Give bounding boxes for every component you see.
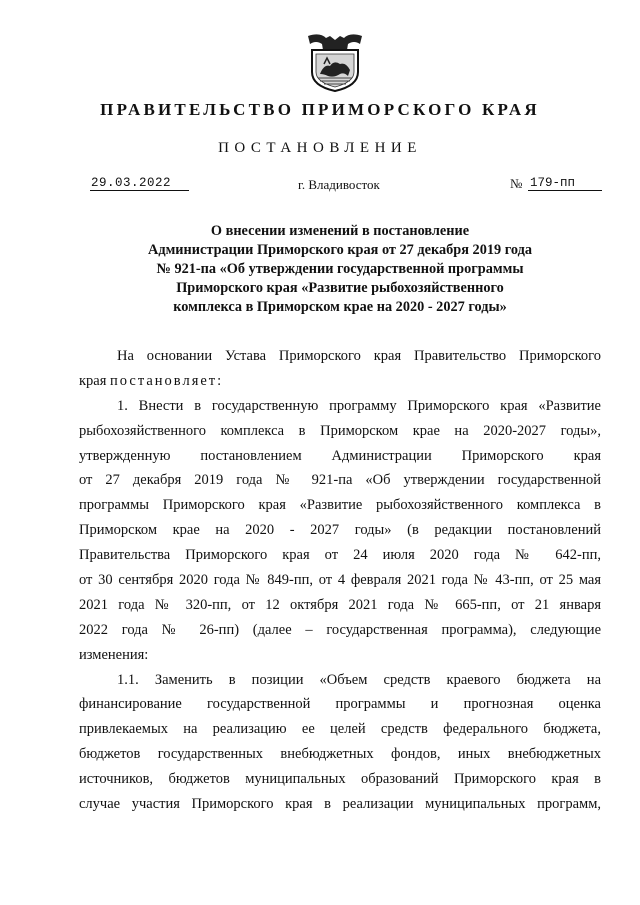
body-line: Правительства Приморского края от 24 июля 2020 года № 642-пп,	[79, 547, 601, 564]
body-line: от 27 декабря 2019 года № 921-па «Об утверждении государственной	[79, 472, 601, 489]
body-line: 1.1. Заменить в позиции «Объем средств краевого бюджета на	[117, 671, 601, 688]
body-line: 2021 года № 320-пп, от 12 октября 2021 года № 665-пп, от 21 января	[79, 596, 601, 613]
body-line: изменения:	[79, 646, 149, 663]
body-line: случае участия Приморского края в реализации муниципальных программ,	[79, 796, 601, 813]
body-line: 1. Внести в государственную программу Приморского края «Развитие	[117, 397, 601, 414]
body-line: рыбохозяйственного комплекса в Приморском крае на 2020-2027 годы»,	[79, 422, 601, 439]
government-title: ПРАВИТЕЛЬСТВО ПРИМОРСКОГО КРАЯ	[100, 100, 540, 119]
document-meta	[0, 176, 640, 196]
body-line: Приморском крае на 2020 - 2027 годы» (в редакции постановлений	[79, 522, 601, 539]
subject-line: Приморского края «Развитие рыбохозяйственного	[176, 280, 504, 296]
subject-line: комплекса в Приморском крае на 2020 - 2027 годы»	[173, 299, 507, 315]
resolution-word: постановляет:	[110, 372, 224, 389]
body-line: На основании Устава Приморского края Правительство Приморского	[117, 348, 601, 364]
body-line: бюджетов государственных внебюджетных фондов, иных внебюджетных	[79, 746, 601, 763]
body-line: привлекаемых на реализацию ее целей средств федерального бюджета,	[79, 721, 601, 738]
subject-line: № 921-па «Об утверждении государственной программы	[156, 261, 524, 277]
document-number: 179-пп	[528, 176, 602, 191]
body-line: финансирование государственной программы и прогнозная оценка	[79, 696, 601, 713]
document-type: ПОСТАНОВЛЕНИЕ	[218, 140, 422, 156]
document-body	[79, 344, 601, 817]
document-subject	[80, 222, 600, 317]
document-date: 29.03.2022	[90, 176, 189, 191]
body-line: программы Приморского края «Развитие рыбохозяйственного комплекса в	[79, 497, 601, 514]
subject-line: О внесении изменений в постановление	[210, 223, 470, 239]
document-number-label: №	[510, 176, 523, 191]
subject-line: Администрации Приморского края от 27 декабря 2019 года	[148, 242, 532, 258]
body-line: источников, бюджетов муниципальных образований Приморского края в	[79, 771, 601, 788]
body-line: утвержденную постановлением Администрации Приморского края	[79, 447, 601, 464]
coat-of-arms-icon	[300, 30, 370, 92]
body-text: края	[79, 372, 111, 389]
document-city: г. Владивосток	[298, 177, 380, 192]
body-line: 2022 года № 26-пп) (далее – государственная программа), следующие	[79, 621, 601, 638]
body-line	[79, 369, 601, 394]
body-line: от 30 сентября 2020 года № 849-пп, от 4 февраля 2021 года № 43-пп, от 25 мая	[79, 572, 601, 589]
